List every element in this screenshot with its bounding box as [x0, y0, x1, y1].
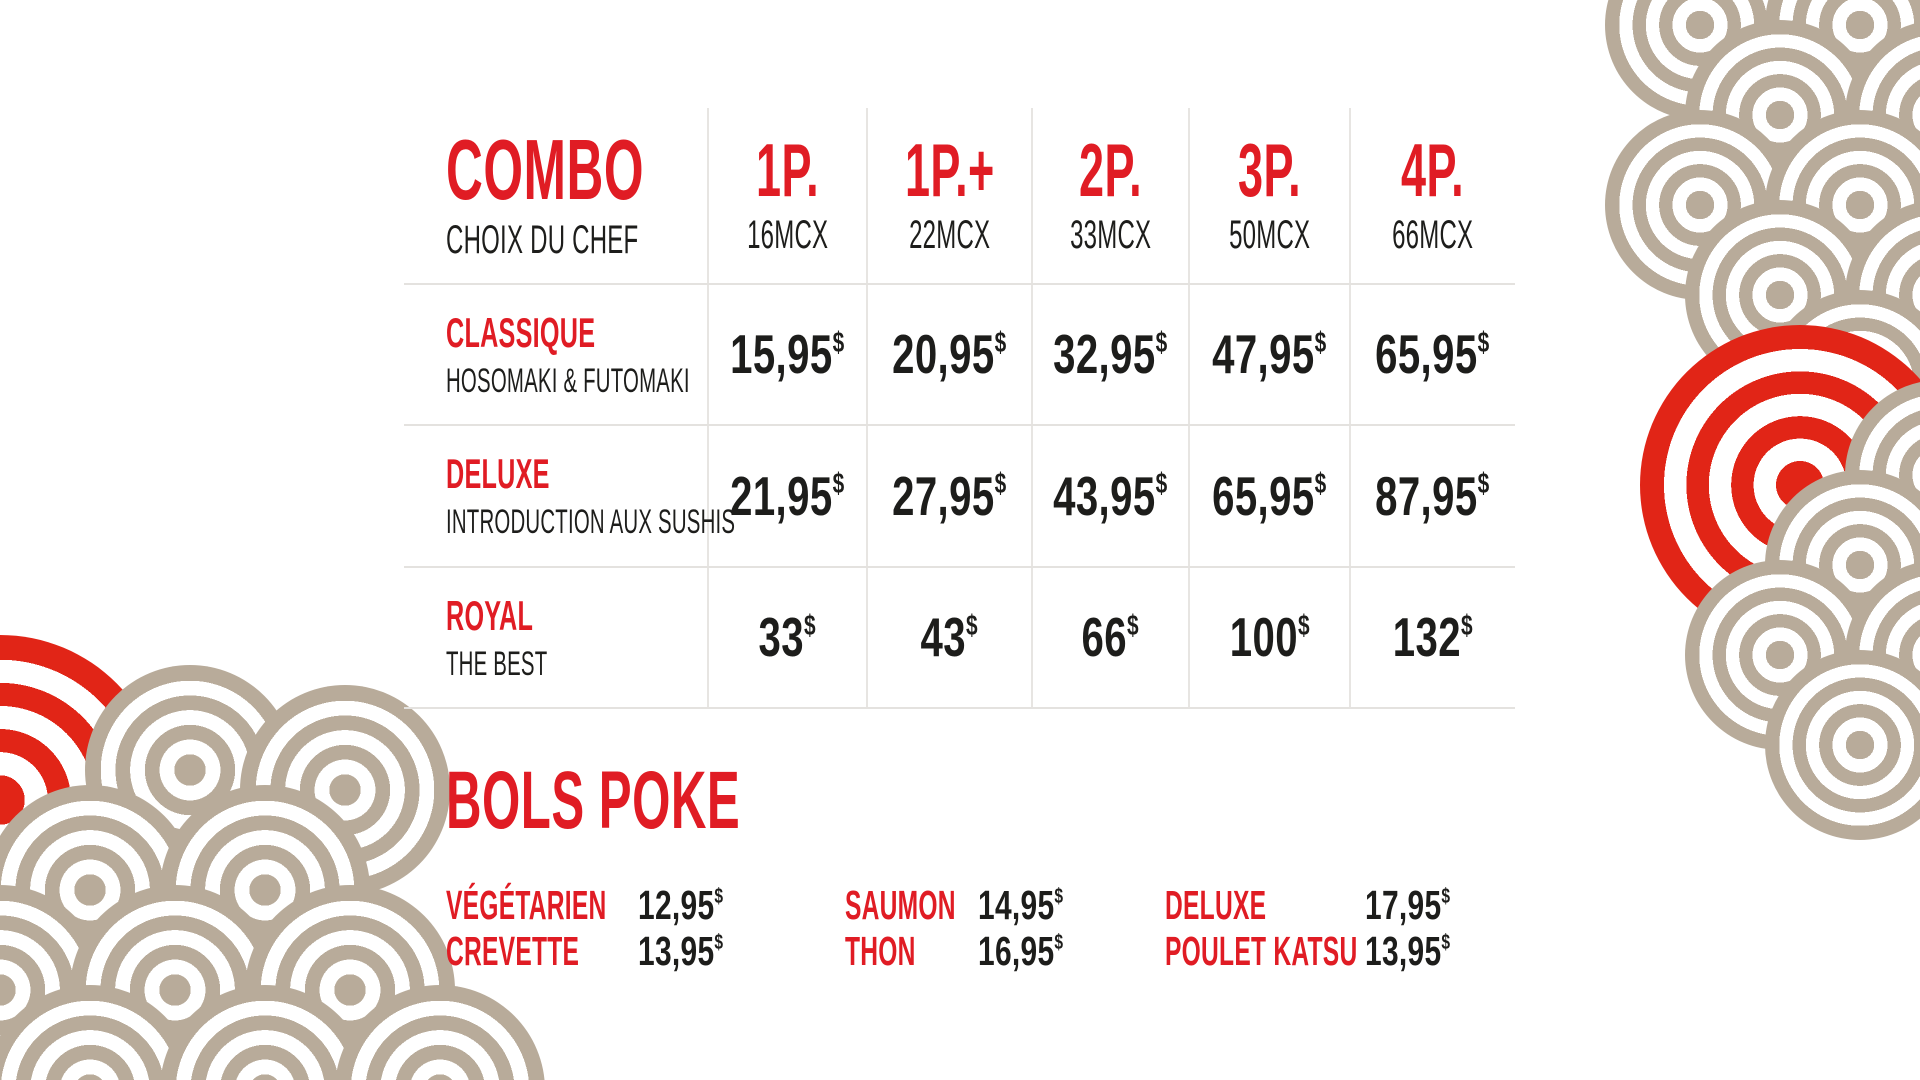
price-cell — [867, 425, 1032, 567]
poke-price: 17,95 — [1365, 882, 1442, 928]
column-pieces: 50MCX — [1228, 212, 1311, 257]
price-value: 65,95 — [1212, 464, 1315, 527]
poke-name: DELUXE — [1165, 882, 1267, 928]
currency-sign: $ — [966, 609, 979, 642]
price-value: 100 — [1229, 606, 1298, 668]
price-cell — [1189, 284, 1350, 425]
poke-title — [446, 755, 936, 846]
poke-item — [446, 882, 724, 930]
column-header — [1189, 108, 1350, 284]
column-header — [867, 108, 1032, 284]
poke-name: SAUMON — [845, 882, 956, 928]
combo-name: ROYAL — [446, 591, 534, 639]
price-value: 32,95 — [1053, 323, 1156, 385]
price-cell — [708, 567, 867, 708]
column-label: 2P. — [1078, 128, 1143, 213]
price-cell — [1350, 567, 1515, 708]
combo-description: HOSOMAKI & FUTOMAKI — [446, 361, 690, 400]
currency-sign: $ — [1441, 884, 1451, 909]
price-value: 33 — [758, 606, 805, 668]
column-pieces: 22MCX — [908, 212, 991, 257]
price-value: 87,95 — [1375, 464, 1478, 527]
currency-sign: $ — [714, 930, 724, 955]
currency-sign: $ — [714, 884, 724, 909]
poke-item — [845, 882, 1064, 930]
column-label: 1P.+ — [904, 128, 995, 213]
price-cell — [1032, 284, 1189, 425]
poke-name: POULET KATSU — [1165, 928, 1358, 974]
combo-name: DELUXE — [446, 450, 550, 497]
price-value: 66 — [1081, 606, 1128, 668]
currency-sign: $ — [994, 468, 1007, 501]
currency-sign: $ — [1477, 326, 1490, 359]
price-cell — [1350, 284, 1515, 425]
price-value: 27,95 — [892, 464, 995, 527]
poke-price: 14,95 — [978, 882, 1055, 928]
column-header — [1350, 108, 1515, 284]
combo-description: THE BEST — [446, 644, 548, 683]
price-value: 20,95 — [892, 323, 995, 385]
table-title-cell — [404, 108, 708, 284]
price-cell — [708, 425, 867, 567]
price-value: 21,95 — [730, 464, 833, 527]
currency-sign: $ — [804, 609, 817, 642]
currency-sign: $ — [1314, 326, 1327, 359]
combo-name: CLASSIQUE — [446, 308, 596, 356]
column-pieces: 33MCX — [1069, 212, 1152, 257]
column-header — [708, 108, 867, 284]
currency-sign: $ — [1155, 326, 1168, 359]
poke-item — [1165, 882, 1451, 930]
poke-title-text: BOLS POKE — [446, 755, 741, 846]
page-title: COMBO — [446, 122, 645, 218]
poke-name: CREVETTE — [446, 928, 580, 974]
row-label — [404, 425, 736, 567]
poke-price: 13,95 — [638, 928, 715, 974]
row-label — [404, 567, 708, 708]
column-label: 4P. — [1400, 128, 1465, 213]
poke-name: VÉGÉTARIEN — [446, 882, 607, 928]
combo-price-table — [404, 108, 1515, 708]
price-cell — [1032, 425, 1189, 567]
price-cell — [1032, 567, 1189, 708]
currency-sign: $ — [1155, 468, 1168, 501]
column-label: 1P. — [755, 128, 820, 213]
price-value: 43,95 — [1053, 464, 1156, 527]
poke-item — [1165, 930, 1486, 976]
currency-sign: $ — [1054, 930, 1064, 955]
currency-sign: $ — [1441, 930, 1451, 955]
price-value: 47,95 — [1212, 323, 1315, 385]
currency-sign: $ — [832, 468, 845, 501]
currency-sign: $ — [1460, 609, 1473, 642]
price-value: 43 — [920, 606, 967, 668]
poke-price: 12,95 — [638, 882, 715, 928]
column-header — [1032, 108, 1189, 284]
price-cell — [1189, 425, 1350, 567]
column-pieces: 66MCX — [1391, 212, 1474, 257]
poke-item — [845, 928, 1064, 976]
currency-sign: $ — [1297, 609, 1310, 642]
poke-price: 13,95 — [1365, 928, 1442, 974]
price-cell — [1350, 425, 1515, 567]
combo-description: INTRODUCTION AUX SUSHIS — [446, 503, 736, 541]
price-cell — [867, 284, 1032, 425]
price-value: 15,95 — [730, 323, 833, 385]
price-cell — [1189, 567, 1350, 708]
currency-sign: $ — [1477, 468, 1490, 501]
price-cell — [867, 567, 1032, 708]
row-label — [404, 284, 708, 425]
currency-sign: $ — [1127, 609, 1140, 642]
column-pieces: 16MCX — [746, 212, 829, 257]
currency-sign: $ — [832, 326, 845, 359]
price-value: 65,95 — [1375, 323, 1478, 385]
poke-price: 16,95 — [978, 928, 1055, 974]
page-subtitle: CHOIX DU CHEF — [446, 218, 639, 263]
poke-item — [446, 928, 724, 976]
price-value: 132 — [1392, 606, 1461, 668]
currency-sign: $ — [1054, 884, 1064, 909]
currency-sign: $ — [994, 326, 1007, 359]
column-label: 3P. — [1237, 128, 1302, 213]
currency-sign: $ — [1314, 468, 1327, 501]
price-cell — [708, 284, 867, 425]
poke-name: THON — [845, 928, 916, 974]
